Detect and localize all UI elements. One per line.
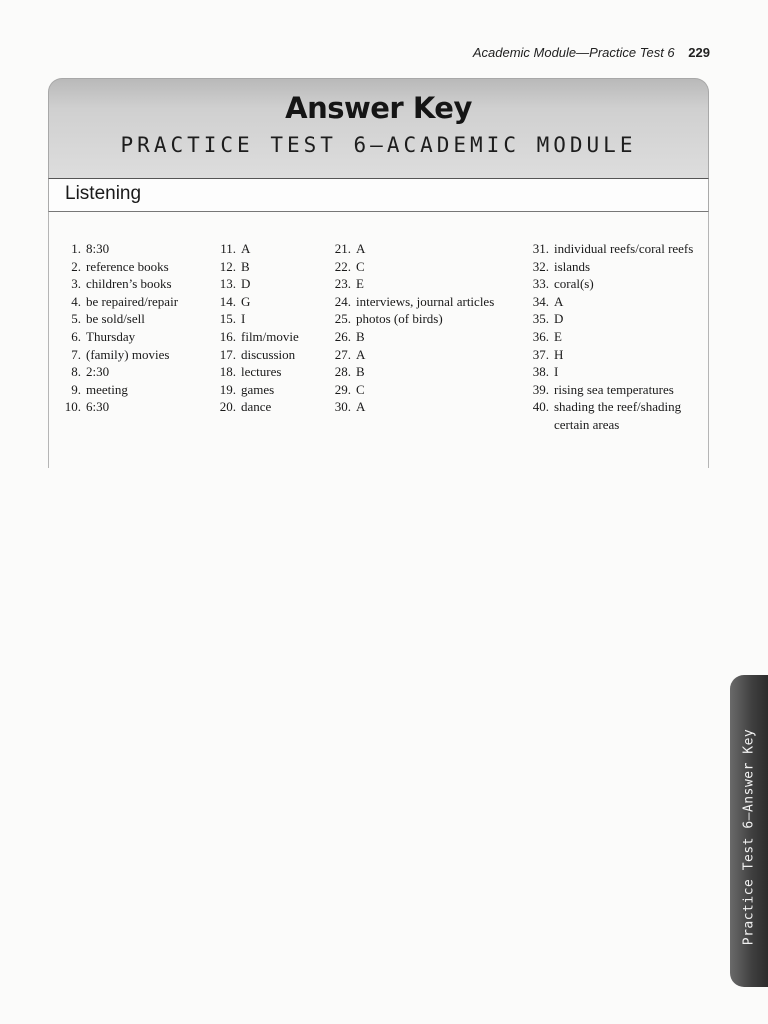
- answer-number: 10.: [64, 399, 81, 415]
- answer-number: 30.: [334, 399, 351, 415]
- answer-number: 14.: [219, 293, 236, 309]
- answer-number: 27.: [334, 346, 351, 362]
- answer-item: [327, 258, 527, 276]
- answer-text: 8:30: [86, 241, 110, 256]
- answer-item: [57, 381, 207, 399]
- answer-item: [525, 381, 710, 399]
- answer-column-1: [57, 240, 207, 416]
- answer-text: individual reefs/coral reefs: [554, 241, 694, 256]
- answer-text: A: [356, 346, 366, 362]
- answer-number: 35.: [532, 311, 549, 327]
- answer-item: [212, 258, 327, 276]
- answer-number: 2.: [71, 258, 81, 274]
- answer-number: 6.: [71, 328, 81, 344]
- answer-item: [327, 381, 527, 399]
- answer-text: A: [241, 241, 251, 256]
- answer-text: B: [241, 258, 250, 274]
- answer-text: E: [356, 276, 364, 292]
- answer-number: 4.: [71, 293, 81, 309]
- answer-number: 13.: [219, 276, 236, 292]
- answer-item: [57, 275, 207, 293]
- answer-number: 1.: [71, 241, 81, 256]
- answer-item: [212, 363, 327, 381]
- section-title-listening: Listening: [65, 183, 142, 204]
- answer-item: [525, 310, 710, 328]
- answer-column-4: [525, 240, 710, 434]
- answer-item: [327, 328, 527, 346]
- answer-text: be repaired/repair: [86, 293, 179, 309]
- running-head: [473, 45, 710, 60]
- answer-number: 18.: [219, 364, 236, 380]
- running-head-title: Academic Module—Practice Test 6: [472, 45, 675, 60]
- answer-number: 17.: [219, 346, 236, 362]
- answer-text: D: [241, 276, 251, 292]
- answer-item: [525, 293, 710, 311]
- answer-item: [57, 346, 207, 364]
- answer-item: [57, 310, 207, 328]
- answer-text: dance: [241, 399, 272, 415]
- answer-item: [327, 240, 527, 258]
- answer-item: [212, 275, 327, 293]
- answer-text: coral(s): [554, 276, 594, 292]
- answers-panel: [48, 212, 709, 468]
- answer-text: I: [554, 364, 559, 380]
- answer-number: 19.: [219, 381, 236, 397]
- answer-column-3: [327, 240, 527, 416]
- answer-item: [525, 275, 710, 293]
- answer-number: 21.: [334, 241, 351, 256]
- answer-text: lectures: [241, 364, 282, 380]
- answer-text: G: [241, 293, 251, 309]
- answer-item: [327, 363, 527, 381]
- answer-text: meeting: [86, 381, 128, 397]
- answer-item: [212, 293, 327, 311]
- answer-number: 11.: [220, 241, 236, 256]
- answer-item: [212, 240, 327, 258]
- answer-item: [525, 363, 710, 381]
- answer-number: 20.: [219, 399, 236, 415]
- answer-text: games: [241, 381, 275, 397]
- section-header: [48, 178, 709, 212]
- answer-text: shading the reef/shading certain areas: [554, 399, 682, 432]
- answer-number: 39.: [532, 381, 549, 397]
- answer-item: [57, 398, 207, 416]
- answer-item: [212, 346, 327, 364]
- answer-item: [327, 398, 527, 416]
- answer-number: 9.: [71, 381, 81, 397]
- answer-number: 16.: [219, 328, 236, 344]
- answer-number: 7.: [71, 346, 81, 362]
- chapter-side-tab: [730, 675, 768, 987]
- answer-item: [525, 328, 710, 346]
- answer-number: 38.: [532, 364, 549, 380]
- answer-item: [327, 275, 527, 293]
- answer-item: [57, 293, 207, 311]
- answer-item: [327, 310, 527, 328]
- answer-text: reference books: [86, 258, 169, 274]
- answer-item: [212, 398, 327, 416]
- answer-text: Thursday: [86, 328, 136, 344]
- answer-number: 29.: [334, 381, 351, 397]
- answer-text: photos (of birds): [356, 311, 443, 327]
- answer-number: 36.: [532, 328, 549, 344]
- answer-number: 31.: [532, 241, 549, 256]
- answer-number: 3.: [71, 276, 81, 292]
- answer-number: 37.: [532, 346, 549, 362]
- answer-number: 32.: [532, 258, 549, 274]
- answer-number: 23.: [334, 276, 351, 292]
- answer-text: film/movie: [241, 328, 299, 344]
- answer-column-2: [212, 240, 327, 416]
- answer-text: B: [356, 364, 365, 380]
- answer-text: A: [356, 399, 366, 415]
- answer-item: [212, 381, 327, 399]
- answer-item: [212, 310, 327, 328]
- answer-number: 8.: [71, 364, 81, 380]
- answer-number: 15.: [219, 311, 236, 327]
- answer-number: 22.: [334, 258, 351, 274]
- answer-number: 5.: [71, 311, 81, 327]
- answer-number: 34.: [532, 293, 549, 309]
- answer-item: [57, 328, 207, 346]
- answer-item: [327, 293, 527, 311]
- page-title: Answer Key: [285, 91, 472, 125]
- answer-number: 26.: [334, 328, 351, 344]
- answer-text: 6:30: [86, 399, 110, 415]
- answer-text: E: [554, 328, 562, 344]
- answer-number: 40.: [532, 399, 549, 415]
- answer-text: interviews, journal articles: [356, 293, 495, 309]
- answer-item: [525, 398, 710, 433]
- answer-item: [327, 346, 527, 364]
- answer-number: 24.: [334, 293, 351, 309]
- page-subtitle: PRACTICE TEST 6–ACADEMIC MODULE: [120, 133, 637, 157]
- answer-text: islands: [554, 258, 591, 274]
- answer-item: [57, 240, 207, 258]
- answer-text: D: [554, 311, 564, 327]
- answer-text: rising sea temperatures: [554, 381, 674, 397]
- answer-number: 33.: [532, 276, 549, 292]
- answer-item: [212, 328, 327, 346]
- answer-text: B: [356, 328, 365, 344]
- answer-text: C: [356, 381, 365, 397]
- answer-text: A: [356, 241, 366, 256]
- answer-text: A: [554, 293, 564, 309]
- answer-text: (family) movies: [86, 346, 170, 362]
- answer-text: C: [356, 258, 365, 274]
- answer-text: discussion: [241, 346, 296, 362]
- answer-number: 12.: [219, 258, 236, 274]
- answer-number: 25.: [334, 311, 351, 327]
- side-tab-label: Practice Test 6–Answer Key: [741, 728, 757, 946]
- answer-item: [525, 346, 710, 364]
- answer-item: [525, 240, 710, 258]
- answer-item: [57, 363, 207, 381]
- answer-text: H: [554, 346, 564, 362]
- answer-key-header: [48, 78, 709, 178]
- answer-number: 28.: [334, 364, 351, 380]
- answer-text: children’s books: [86, 276, 172, 292]
- answer-text: 2:30: [86, 364, 110, 380]
- answer-item: [525, 258, 710, 276]
- answer-text: I: [241, 311, 246, 327]
- answer-item: [57, 258, 207, 276]
- answer-text: be sold/sell: [86, 311, 145, 327]
- page-number: 229: [688, 45, 710, 60]
